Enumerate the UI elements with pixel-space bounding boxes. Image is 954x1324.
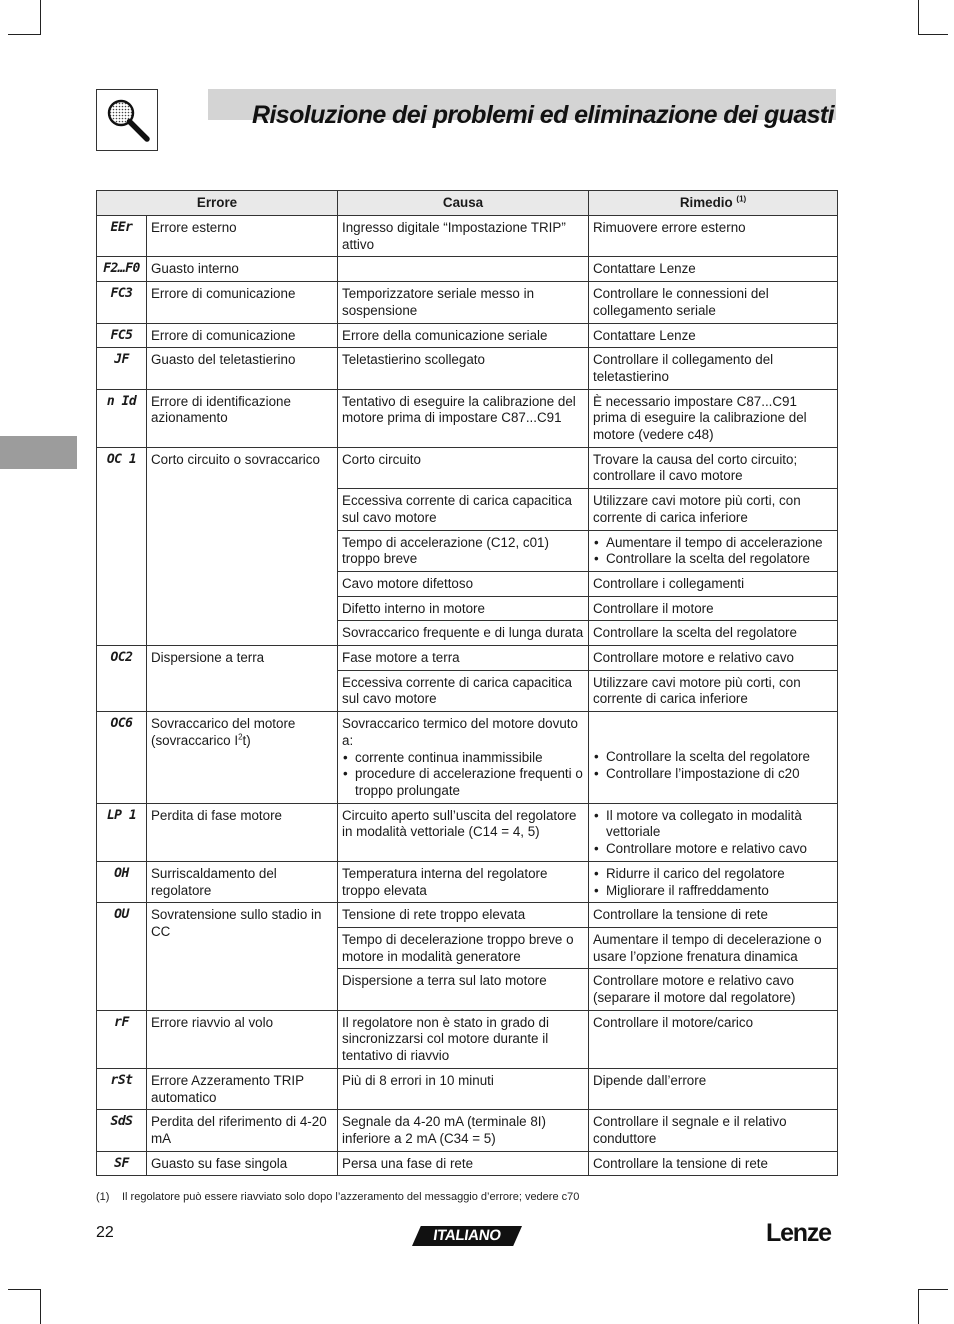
error-name-part: t) — [242, 732, 251, 748]
brand-logo: Lenze — [766, 1219, 831, 1247]
crop-mark — [40, 1290, 41, 1324]
table-row — [97, 447, 838, 488]
page-title: Risoluzione dei problemi ed eliminazione dei guasti — [252, 101, 834, 129]
error-code: OC2 — [97, 646, 147, 712]
error-name: Surriscaldamento del regolatore — [147, 861, 338, 902]
remedy: Contattare Lenze — [589, 323, 838, 348]
cause-list — [342, 750, 584, 800]
error-name: Dispersione a terra — [147, 646, 338, 712]
cause-intro: Sovraccarico termico del motore dovuto a: — [342, 716, 578, 748]
remedy: Aumentare il tempo di decelerazione o usare l’opzione frenatura dinamica — [589, 927, 838, 968]
error-name: Errore riavvio al volo — [147, 1010, 338, 1068]
remedy: Dipende dall’errore — [589, 1068, 838, 1109]
remedy: Rimuovere errore esterno — [589, 216, 838, 257]
table-row — [97, 1068, 838, 1109]
table-row — [97, 1151, 838, 1176]
table-row — [97, 712, 838, 804]
remedy: Trovare la causa del corto circuito; controllare il cavo motore — [589, 447, 838, 488]
table-row — [97, 861, 838, 902]
remedy — [589, 530, 838, 571]
cause: Tentativo di eseguire la calibrazione del motore prima di impostare C87...C91 — [338, 389, 589, 447]
cause: Temporizzatore seriale messo in sospensione — [338, 282, 589, 323]
error-code: rF — [97, 1010, 147, 1068]
language-badge — [412, 1226, 522, 1246]
error-code: OC6 — [97, 712, 147, 804]
error-name-part: Sovraccarico del motore (sovraccarico I — [151, 716, 296, 748]
list-item: • procedure di accelerazione frequenti o troppo prolungate — [342, 766, 584, 799]
list-item: • corrente continua inammissibile — [342, 750, 584, 767]
cause: Difetto interno in motore — [338, 596, 589, 621]
table-row — [97, 348, 838, 389]
cause — [338, 712, 589, 804]
cause: Il regolatore non è stato in grado di sincronizzarsi col motore durante il tentativo di riavvio — [338, 1010, 589, 1068]
list-item: • Controllare motore e relativo cavo — [593, 841, 833, 858]
error-name: Sovratensione sullo stadio in CC — [147, 903, 338, 1011]
crop-mark — [40, 0, 41, 34]
remedy: Controllare la tensione di rete — [589, 903, 838, 928]
remedy: Controllare la tensione di rete — [589, 1151, 838, 1176]
list-item: • Controllare l’impostazione di c20 — [593, 766, 833, 783]
table-row — [97, 323, 838, 348]
list-item: • Controllare la scelta del regolatore — [593, 749, 833, 766]
remedy-list — [593, 808, 833, 858]
crop-mark — [918, 34, 948, 35]
cause: Errore della comunicazione seriale — [338, 323, 589, 348]
cause: Persa una fase di rete — [338, 1151, 589, 1176]
header-remedy-note: (1) — [736, 194, 747, 204]
error-name: Errore Azzeramento TRIP automatico — [147, 1068, 338, 1109]
error-name: Guasto del teletastierino — [147, 348, 338, 389]
table-row — [97, 903, 838, 928]
crop-mark — [8, 1289, 41, 1290]
remedy: Controllare il segnale e il relativo conduttore — [589, 1110, 838, 1151]
remedy: Utilizzare cavi motore più corti, con corrente di carica inferiore — [589, 489, 838, 530]
cause: Tempo di accelerazione (C12, c01) troppo breve — [338, 530, 589, 571]
error-code: OC 1 — [97, 447, 147, 645]
remedy: Controllare motore e relativo cavo (separare il motore dal regolatore) — [589, 969, 838, 1010]
cause: Sovraccarico frequente e di lunga durata — [338, 621, 589, 646]
error-code: SF — [97, 1151, 147, 1176]
header-remedy-label: Rimedio — [679, 195, 733, 210]
error-code: OU — [97, 903, 147, 1011]
error-code: rSt — [97, 1068, 147, 1109]
table-row — [97, 216, 838, 257]
error-name: Guasto interno — [147, 257, 338, 282]
crop-mark — [918, 1290, 919, 1324]
remedy: Controllare i collegamenti — [589, 571, 838, 596]
table-row — [97, 1110, 838, 1151]
page-number: 22 — [96, 1224, 114, 1241]
list-item: • Migliorare il raffreddamento — [593, 883, 833, 900]
table-row — [97, 1010, 838, 1068]
troubleshooting-table — [96, 190, 838, 1176]
language-label: ITALIANO — [432, 1227, 502, 1244]
table-row — [97, 257, 838, 282]
cause: Corto circuito — [338, 447, 589, 488]
error-code: EEr — [97, 216, 147, 257]
cause: Cavo motore difettoso — [338, 571, 589, 596]
cause: Teletastierino scollegato — [338, 348, 589, 389]
header-remedy — [589, 191, 838, 216]
cause: Fase motore a terra — [338, 646, 589, 671]
error-code: OH — [97, 861, 147, 902]
remedy: Utilizzare cavi motore più corti, con corrente di carica inferiore — [589, 670, 838, 711]
cause: Eccessiva corrente di carica capacitica sul cavo motore — [338, 489, 589, 530]
table-row — [97, 803, 838, 861]
remedy — [589, 803, 838, 861]
error-code: LP 1 — [97, 803, 147, 861]
header-cause: Causa — [338, 191, 589, 216]
remedy: Controllare il motore — [589, 596, 838, 621]
cause: Segnale da 4-20 mA (terminale 8I) inferiore a 2 mA (C34 = 5) — [338, 1110, 589, 1151]
remedy: Controllare il motore/carico — [589, 1010, 838, 1068]
cause: Tempo di decelerazione troppo breve o motore in modalità generatore — [338, 927, 589, 968]
remedy: Controllare le connessioni del collegamento seriale — [589, 282, 838, 323]
cause — [338, 257, 589, 282]
error-code: FC5 — [97, 323, 147, 348]
table-row — [97, 389, 838, 447]
footnote-number: (1) — [96, 1191, 110, 1203]
superscript: 2 — [238, 732, 243, 742]
list-item: • Controllare la scelta del regolatore — [593, 551, 833, 568]
footnote-text: Il regolatore può essere riavviato solo dopo l’azzeramento del messaggio d’errore; vedere c70 — [122, 1191, 580, 1203]
remedy: Contattare Lenze — [589, 257, 838, 282]
error-name: Guasto su fase singola — [147, 1151, 338, 1176]
footnote — [96, 1191, 579, 1203]
error-name: Errore di comunicazione — [147, 282, 338, 323]
error-code: FC3 — [97, 282, 147, 323]
error-name — [147, 712, 338, 804]
crop-mark — [918, 0, 919, 34]
remedy-list — [593, 535, 833, 568]
table-header-row — [97, 191, 838, 216]
list-item: • Il motore va collegato in modalità vettoriale — [593, 808, 833, 841]
section-tab — [0, 436, 77, 469]
error-code: n Id — [97, 389, 147, 447]
remedy: È necessario impostare C87...C91 prima di eseguire la calibrazione del motore (vedere c48) — [589, 389, 838, 447]
remedy-list — [593, 749, 833, 782]
table-row — [97, 282, 838, 323]
cause: Dispersione a terra sul lato motore — [338, 969, 589, 1010]
remedy: Controllare la scelta del regolatore — [589, 621, 838, 646]
cause: Più di 8 errori in 10 minuti — [338, 1068, 589, 1109]
cause: Eccessiva corrente di carica capacitica sul cavo motore — [338, 670, 589, 711]
error-name: Errore di comunicazione — [147, 323, 338, 348]
cause: Temperatura interna del regolatore troppo elevata — [338, 861, 589, 902]
cause: Circuito aperto sull’uscita del regolatore in modalità vettoriale (C14 = 4, 5) — [338, 803, 589, 861]
error-code: JF — [97, 348, 147, 389]
magnifier-icon — [96, 89, 158, 151]
cause: Ingresso digitale “Impostazione TRIP” attivo — [338, 216, 589, 257]
error-name: Perdita di fase motore — [147, 803, 338, 861]
error-name: Errore esterno — [147, 216, 338, 257]
table-row — [97, 646, 838, 671]
crop-mark — [918, 1289, 948, 1290]
remedy: Controllare il collegamento del teletastierino — [589, 348, 838, 389]
error-code: SdS — [97, 1110, 147, 1151]
cause: Tensione di rete troppo elevata — [338, 903, 589, 928]
error-name: Perdita del riferimento di 4-20 mA — [147, 1110, 338, 1151]
error-name: Errore di identificazione azionamento — [147, 389, 338, 447]
list-item: • Aumentare il tempo di accelerazione — [593, 535, 833, 552]
error-code: F2…F0 — [97, 257, 147, 282]
remedy — [589, 712, 838, 804]
crop-mark — [8, 34, 41, 35]
header-error: Errore — [97, 191, 338, 216]
remedy: Controllare motore e relativo cavo — [589, 646, 838, 671]
remedy — [589, 861, 838, 902]
error-name: Corto circuito o sovraccarico — [147, 447, 338, 645]
remedy-list — [593, 866, 833, 899]
list-item: • Ridurre il carico del regolatore — [593, 866, 833, 883]
